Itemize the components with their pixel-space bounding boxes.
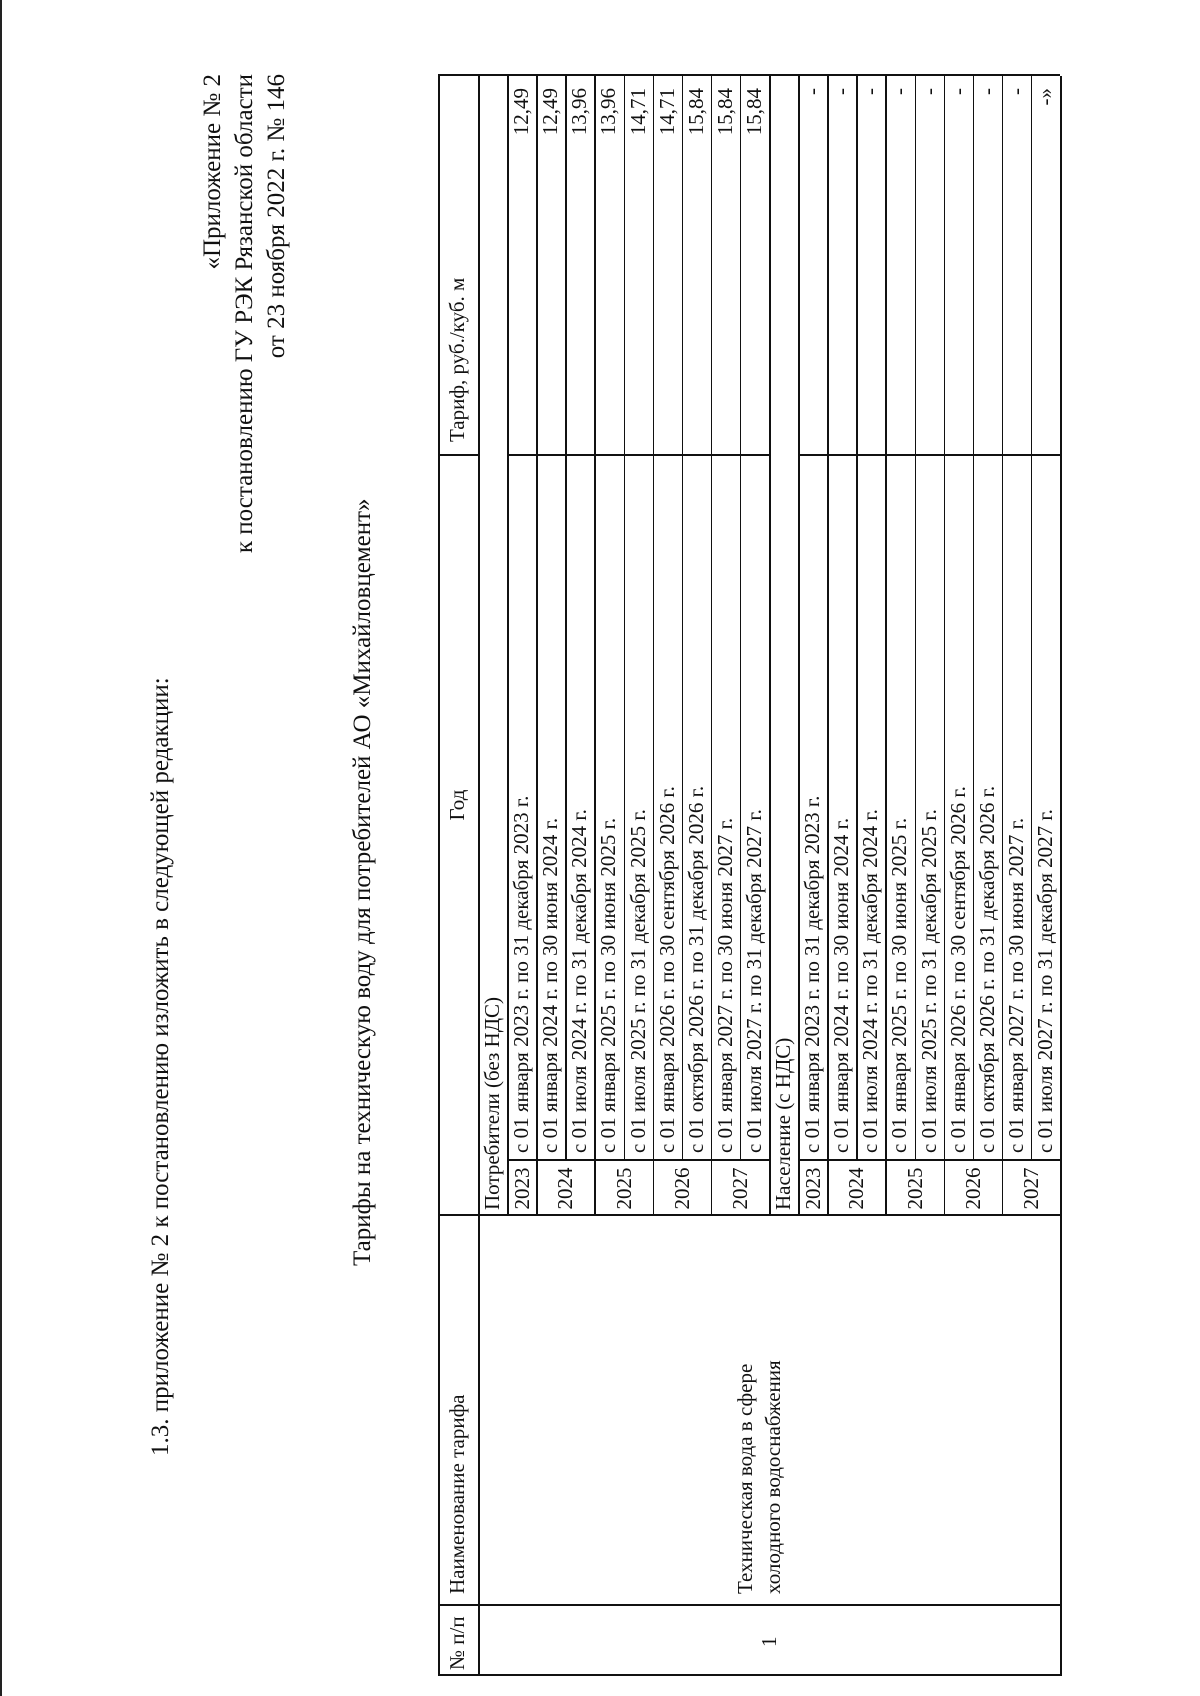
population-year-2024: 2024 (844, 1167, 869, 1210)
consumers-period: с 01 января 2025 г. по 30 июня 2025 г. (596, 817, 621, 1153)
population-period: с 01 июля 2025 г. по 31 декабря 2025 г. (916, 809, 941, 1153)
consumers-row-border (624, 76, 626, 1161)
consumers-period: с 01 июля 2024 г. по 31 декабря 2024 г. (567, 809, 592, 1153)
consumers-value: 13,96 (596, 88, 621, 136)
population-value: - (1003, 88, 1028, 95)
population-value: - (945, 88, 970, 95)
consumers-year-2025: 2025 (611, 1167, 636, 1210)
consumers-value: 12,49 (509, 88, 534, 136)
consumers-value: 14,71 (654, 88, 679, 136)
consumers-value: 13,96 (567, 88, 592, 136)
consumers-year-2024: 2024 (553, 1167, 578, 1210)
consumers-year-border (653, 76, 655, 1216)
table-left-border (438, 1675, 1060, 1677)
tariff-name-line-2: холодного водоснабжения (761, 1360, 785, 1594)
population-year-border (1060, 76, 1062, 1216)
population-period: с 01 января 2024 г. по 30 июня 2024 г. (829, 817, 854, 1153)
appendix-line-2: к постановлению ГУ РЭК Рязанской области (231, 74, 258, 554)
consumers-period: с 01 июля 2025 г. по 31 декабря 2025 г. (625, 809, 650, 1153)
table-right-border (438, 75, 1060, 77)
population-year-2027: 2027 (1018, 1167, 1043, 1210)
population-period: с 01 июля 2027 г. по 31 декабря 2027 г. (1032, 809, 1057, 1153)
consumers-period: с 01 июля 2027 г. по 31 декабря 2027 г. (741, 809, 766, 1153)
consumers-period: с 01 января 2024 г. по 30 июня 2024 г. (538, 817, 563, 1153)
consumers-period: с 01 января 2023 г. по 31 декабря 2023 г. (509, 795, 534, 1153)
consumers-value: 15,84 (712, 88, 737, 136)
consumers-period: с 01 января 2027 г. по 30 июня 2027 г. (712, 817, 737, 1153)
table-top-border (438, 76, 440, 1676)
population-year-border (944, 76, 946, 1216)
header-bottom-border (478, 76, 480, 1676)
consumers-value: 15,84 (741, 88, 766, 136)
consumers-year-2026: 2026 (669, 1167, 694, 1210)
population-period: с 01 января 2023 г. по 31 декабря 2023 г. (800, 795, 825, 1153)
header-tariff: Тариф, руб./куб. м (445, 277, 469, 442)
population-period: с 01 января 2027 г. по 30 июня 2027 г. (1003, 817, 1028, 1153)
row-number: 1 (757, 1636, 781, 1647)
population-row-border (915, 76, 917, 1161)
population-period: с 01 июля 2024 г. по 31 декабря 2024 г. (858, 809, 883, 1153)
consumers-label: Потребители (без НДС) (480, 996, 504, 1210)
population-value: - (887, 88, 912, 95)
population-value: - (974, 88, 999, 95)
consumers-year-2027: 2027 (727, 1167, 752, 1210)
population-value: - (829, 88, 854, 95)
population-period: с 01 октября 2026 г. по 31 декабря 2026 г. (974, 785, 999, 1153)
header-name: Наименование тарифа (445, 1394, 469, 1594)
population-year-divider (798, 1160, 1060, 1162)
population-value: - (800, 88, 825, 95)
consumers-value: 12,49 (538, 88, 563, 136)
population-year-2026: 2026 (960, 1167, 985, 1210)
population-period: с 01 января 2026 г. по 30 сентября 2026 г. (945, 786, 970, 1153)
population-label: Население (с НДС) (771, 1037, 795, 1210)
consumers-year-divider (507, 1160, 769, 1162)
consumers-year-2023: 2023 (509, 1167, 534, 1210)
population-year-2023: 2023 (800, 1167, 825, 1210)
col-divider-year (438, 1215, 1060, 1217)
document-title: Тарифы на техническую воду для потребителей АО «Михайловцемент» (349, 498, 376, 1266)
population-value: - (858, 88, 883, 95)
intro-text: 1.3. приложение № 2 к постановлению изложить в следующей редакции: (147, 677, 174, 1456)
header-divider-tariff (438, 455, 478, 457)
population-period: с 01 января 2025 г. по 30 июня 2025 г. (887, 817, 912, 1153)
consumers-value: 14,71 (625, 88, 650, 136)
population-year-2025: 2025 (902, 1167, 927, 1210)
consumers-period: с 01 января 2026 г. по 30 сентября 2026 г. (654, 786, 679, 1153)
appendix-line-3: от 23 ноября 2022 г. № 146 (263, 74, 290, 359)
population-row-border (973, 76, 975, 1161)
header-num: № п/п (445, 1616, 469, 1670)
population-value: -» (1032, 88, 1057, 106)
population-value: - (916, 88, 941, 95)
consumers-row-border (682, 76, 684, 1161)
consumers-period: с 01 октября 2026 г. по 31 декабря 2026 г. (683, 785, 708, 1153)
header-year: Год (445, 789, 469, 821)
consumers-value: 15,84 (683, 88, 708, 136)
col-divider-name (438, 1605, 1060, 1607)
tariff-name-line-1: Техническая вода в сфере (733, 1363, 757, 1594)
appendix-line-1: «Приложение № 2 (199, 74, 226, 270)
